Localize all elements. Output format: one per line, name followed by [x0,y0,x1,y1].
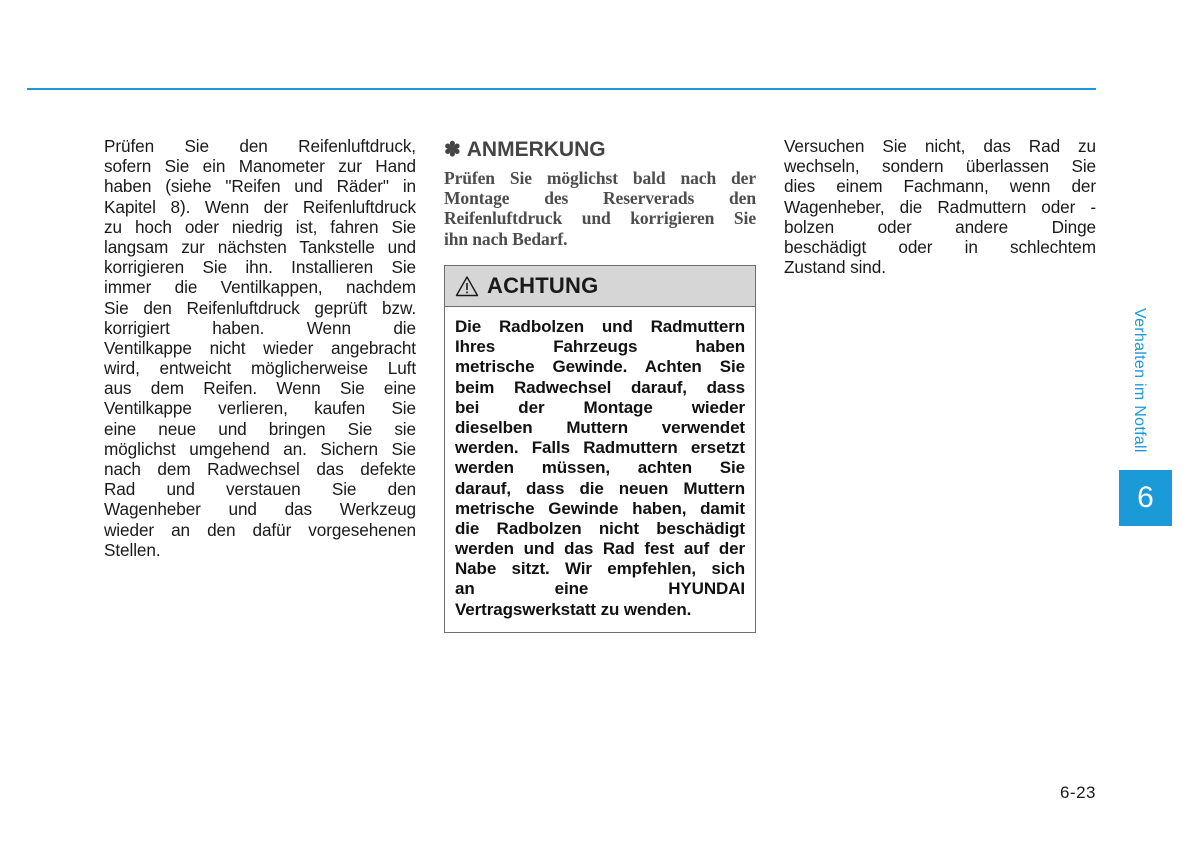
body-line: Sie den Reifenluftdruck geprüft bzw. [104,297,416,318]
warning-line: dieselben Muttern verwendet [455,417,745,437]
body-line: dies einem Fachmann, wenn der [784,176,1096,197]
note-body [444,168,756,249]
body-line: wird, entweicht möglicherweise Luft [104,358,416,379]
note-line: Prüfen Sie möglichst bald nach der [444,168,756,188]
body-line: möglichst umgehend an. Sichern Sie [104,438,416,459]
header-rule [27,88,1096,90]
warning-line: darauf, dass die neuen Muttern [455,478,745,498]
note-heading [444,136,756,164]
warning-line: bei der Montage wieder [455,397,745,417]
asterisk-icon: ✽ [444,139,461,161]
body-line: Versuchen Sie nicht, das Rad zu [784,136,1096,156]
chapter-number-tab: 6 [1119,470,1172,526]
body-line: Ventilkappe verlieren, kaufen Sie [104,398,416,419]
body-line: haben (siehe "Reifen und Räder" in [104,176,416,197]
warning-line: Vertragswerkstatt zu wenden. [455,599,692,619]
body-line: bolzen oder andere Dinge [784,216,1096,237]
warning-line: Die Radbolzen und Radmuttern [455,317,745,336]
body-line: Stellen. [104,539,161,560]
warning-body [445,307,755,620]
note-title: ANMERKUNG [466,138,606,161]
warning-line: beim Radwechsel darauf, dass [455,377,745,397]
warning-line: die Radbolzen nicht beschädigt [455,518,745,538]
chapter-title: Verhalten im Notfall [1131,308,1148,453]
warning-line: werden müssen, achten Sie [455,458,745,478]
body-line: korrigiert haben. Wenn die [104,317,416,338]
note-line: Reifenluftdruck und korrigieren Sie [444,208,756,229]
warning-line: werden und das Rad fest auf der [455,539,745,559]
body-line: Prüfen Sie den Reifenluftdruck, [104,136,416,156]
note-section [444,136,756,249]
warning-line: an eine HYUNDAI [455,579,745,599]
body-line: zu hoch oder niedrig ist, fahren Sie [104,216,416,237]
body-line: nach dem Radwechsel das defekte [104,459,416,479]
warning-line: metrische Gewinde haben, damit [455,498,745,518]
left-column [104,136,416,560]
body-line: wieder an den dafür vorgesehenen [104,519,416,540]
body-line: Kapitel 8). Wenn der Reifenluftdruck [104,196,416,217]
body-line: korrigieren Sie ihn. Installieren Sie [104,257,416,278]
body-line: sofern Sie ein Manometer zur Hand [104,156,416,177]
body-line: aus dem Reifen. Wenn Sie eine [104,378,416,399]
note-line: Montage des Reserverads den [444,188,756,209]
body-line: Ventilkappe nicht wieder angebracht [104,337,416,358]
body-line: Wagenheber und das Werkzeug [104,499,416,520]
warning-header [445,266,755,307]
page-number: 6-23 [1059,783,1096,802]
warning-line: Ihres Fahrzeugs haben [455,337,745,357]
warning-line: metrische Gewinde. Achten Sie [455,357,745,377]
body-line: Wagenheber, die Radmuttern oder - [784,196,1096,217]
body-line: Rad und verstauen Sie den [104,479,416,500]
warning-title: ACHTUNG [487,273,599,298]
body-line: beschädigt oder in schlechtem [784,236,1096,257]
note-line: ihn nach Bedarf. [444,228,568,249]
body-line: wechseln, sondern überlassen Sie [784,156,1096,177]
warning-line: Nabe sitzt. Wir empfehlen, sich [455,559,745,579]
warning-box [444,265,756,633]
warning-line: werden. Falls Radmuttern ersetzt [455,438,745,458]
body-line: Zustand sind. [784,257,886,278]
warning-triangle-icon [455,275,479,297]
chapter-tab-title [1128,308,1150,468]
right-column [784,136,1096,277]
body-line: langsam zur nächsten Tankstelle und [104,236,416,257]
body-line: eine neue und bringen Sie sie [104,418,416,439]
body-line: immer die Ventilkappen, nachdem [104,277,416,298]
